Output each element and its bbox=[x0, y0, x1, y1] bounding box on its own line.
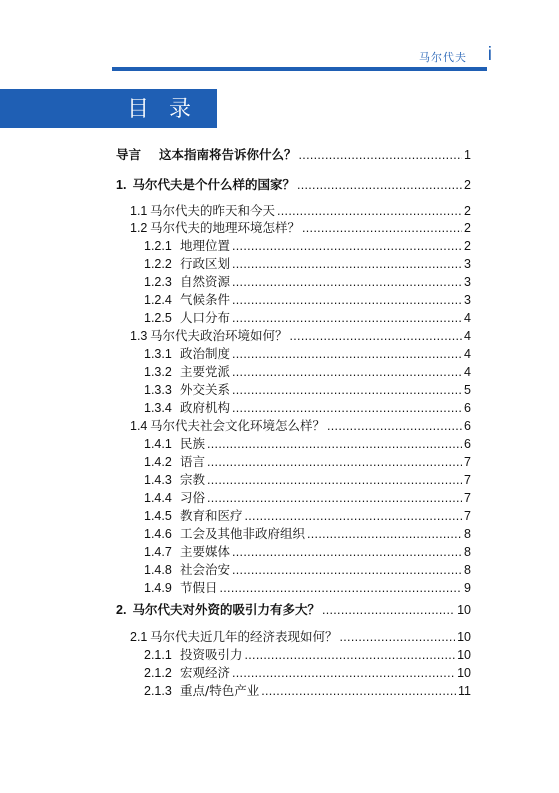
toc-entry-number: 1.4.5 bbox=[144, 509, 172, 523]
toc-leader-dots bbox=[232, 347, 462, 361]
toc-entry-page: 11 bbox=[458, 684, 471, 698]
toc-entry-page: 8 bbox=[464, 563, 471, 577]
toc-entry[interactable] bbox=[130, 201, 471, 219]
toc-entry-page: 7 bbox=[464, 509, 471, 523]
toc-entry[interactable] bbox=[130, 416, 471, 434]
toc-entry[interactable] bbox=[144, 380, 471, 398]
toc-leader-dots bbox=[322, 603, 455, 617]
toc-entry-number: 1.2.2 bbox=[144, 257, 172, 271]
toc-entry-label: 自然资源 bbox=[180, 274, 231, 289]
toc-entry-label: 气候条件 bbox=[180, 292, 231, 307]
toc-entry-number: 2.1 bbox=[130, 630, 148, 644]
toc-entry-label: 马尔代夫社会文化环境怎么样？ bbox=[150, 418, 326, 433]
toc-entry-label: 宏观经济 bbox=[180, 665, 231, 680]
toc-entry-page: 5 bbox=[464, 383, 471, 397]
toc-entry-page: 4 bbox=[464, 311, 471, 325]
toc-entry-number: 1.2.1 bbox=[144, 239, 172, 253]
page-title: 目录 bbox=[127, 97, 212, 122]
toc-entry[interactable] bbox=[130, 218, 471, 236]
running-head-title: 马尔代夫 bbox=[419, 51, 467, 64]
toc-entry[interactable] bbox=[144, 272, 471, 290]
toc-entry-page: 2 bbox=[464, 178, 471, 192]
toc-entry-label: 主要党派 bbox=[180, 364, 231, 379]
toc-entry-number: 1.4.9 bbox=[144, 581, 172, 595]
toc-entry-page: 2 bbox=[464, 221, 471, 235]
toc-entry-label: 社会治安 bbox=[180, 562, 231, 577]
toc-entry-label: 马尔代夫对外资的吸引力有多大？ bbox=[132, 602, 320, 617]
toc-leader-dots bbox=[232, 666, 455, 680]
toc-entry[interactable] bbox=[144, 398, 471, 416]
toc-entry[interactable] bbox=[144, 645, 471, 663]
toc-entry[interactable] bbox=[144, 506, 471, 524]
toc-leader-dots bbox=[232, 383, 462, 397]
toc-entry-label: 马尔代夫是个什么样的国家？ bbox=[132, 177, 295, 192]
toc-leader-dots bbox=[232, 545, 462, 559]
toc-entry[interactable] bbox=[144, 308, 471, 326]
toc-leader-dots bbox=[277, 204, 462, 218]
toc-entry-page: 4 bbox=[464, 347, 471, 361]
toc-entry-label: 政府机构 bbox=[180, 400, 231, 415]
toc-leader-dots bbox=[207, 491, 462, 505]
toc-entry-number: 2.1.3 bbox=[144, 684, 172, 698]
toc-entry-label: 马尔代夫的昨天和今天 bbox=[150, 203, 276, 218]
toc-entry-number: 1. bbox=[116, 178, 127, 192]
toc-entry-number: 1.4.8 bbox=[144, 563, 172, 577]
toc-entry-label: 重点/特色产业 bbox=[180, 683, 260, 698]
page-number: i bbox=[487, 44, 492, 65]
toc-entry-label: 马尔代夫政治环境如何？ bbox=[150, 328, 288, 343]
toc-entry[interactable] bbox=[144, 663, 471, 681]
toc-leader-dots bbox=[232, 257, 462, 271]
toc-entry-number: 1.3.3 bbox=[144, 383, 172, 397]
toc-entry[interactable] bbox=[116, 175, 471, 193]
toc-entry-page: 2 bbox=[464, 204, 471, 218]
toc-entry[interactable] bbox=[130, 627, 471, 645]
toc-entry-page: 7 bbox=[464, 473, 471, 487]
toc-entry[interactable] bbox=[144, 470, 471, 488]
toc-entry-label: 民族 bbox=[180, 436, 206, 451]
toc-leader-dots bbox=[232, 275, 462, 289]
toc-leader-dots bbox=[327, 419, 462, 433]
toc-leader-dots bbox=[232, 311, 462, 325]
toc-entry[interactable] bbox=[144, 542, 471, 560]
toc-leader-dots bbox=[232, 293, 462, 307]
toc-entry-page: 3 bbox=[464, 257, 471, 271]
toc-leader-dots bbox=[207, 473, 462, 487]
header-rule bbox=[112, 67, 487, 71]
toc-leader-dots bbox=[232, 239, 462, 253]
toc-entry-number: 2.1.2 bbox=[144, 666, 172, 680]
toc-entry-number: 1.3.4 bbox=[144, 401, 172, 415]
toc-entry[interactable] bbox=[130, 326, 471, 344]
toc-leader-dots bbox=[207, 437, 462, 451]
toc-entry[interactable] bbox=[144, 524, 471, 542]
toc-entry-page: 1 bbox=[464, 148, 471, 162]
toc-entry-number: 1.4.6 bbox=[144, 527, 172, 541]
toc-entry-page: 8 bbox=[464, 545, 471, 559]
toc-entry-label: 人口分布 bbox=[180, 310, 231, 325]
toc-entry-number: 1.3.1 bbox=[144, 347, 172, 361]
toc-entry-page: 7 bbox=[464, 455, 471, 469]
toc-leader-dots bbox=[302, 221, 462, 235]
toc-entry-page: 8 bbox=[464, 527, 471, 541]
toc-entry-label: 行政区划 bbox=[180, 256, 231, 271]
toc-entry-label: 教育和医疗 bbox=[180, 508, 243, 523]
toc-entry-label: 马尔代夫的地理环境怎样？ bbox=[150, 220, 301, 235]
toc-entry-label: 地理位置 bbox=[180, 238, 231, 253]
toc-entry[interactable] bbox=[144, 452, 471, 470]
toc-entry-label: 节假日 bbox=[180, 580, 218, 595]
toc-entry-page: 4 bbox=[464, 365, 471, 379]
toc-entry-number: 2.1.1 bbox=[144, 648, 172, 662]
toc-entry-number: 1.4 bbox=[130, 419, 148, 433]
toc-entry-page: 10 bbox=[457, 666, 471, 680]
toc-entry-number: 1.2.4 bbox=[144, 293, 172, 307]
toc-entry-number: 1.2.5 bbox=[144, 311, 172, 325]
toc-entry-number: 1.1 bbox=[130, 204, 148, 218]
toc-entry-page: 3 bbox=[464, 293, 471, 307]
toc-entry-number: 1.4.2 bbox=[144, 455, 172, 469]
toc-leader-dots bbox=[232, 365, 462, 379]
toc-entry-number: 2. bbox=[116, 603, 127, 617]
toc-entry-page: 9 bbox=[464, 581, 471, 595]
toc-entry[interactable] bbox=[116, 600, 471, 618]
toc-entry-label: 宗教 bbox=[180, 472, 206, 487]
toc-entry-label: 政治制度 bbox=[180, 346, 231, 361]
toc-entry-number: 1.3.2 bbox=[144, 365, 172, 379]
toc-entry-page: 3 bbox=[464, 275, 471, 289]
toc-entry-label: 投资吸引力 bbox=[180, 647, 243, 662]
toc-entry[interactable] bbox=[144, 560, 471, 578]
toc-entry-number: 1.2.3 bbox=[144, 275, 172, 289]
toc-entry-label: 马尔代夫近几年的经济表现如何？ bbox=[150, 629, 338, 644]
toc-entry-label: 习俗 bbox=[180, 490, 206, 505]
toc-leader-dots bbox=[299, 148, 463, 162]
toc-entry-page: 2 bbox=[464, 239, 471, 253]
toc-entry-label: 外交关系 bbox=[180, 382, 231, 397]
toc-entry-page: 10 bbox=[457, 648, 471, 662]
toc-leader-dots bbox=[340, 630, 456, 644]
toc-leader-dots bbox=[220, 581, 463, 595]
toc-entry-label: 语言 bbox=[180, 454, 206, 469]
toc-entry-page: 6 bbox=[464, 437, 471, 451]
toc-entry-label: 主要媒体 bbox=[180, 544, 231, 559]
toc-leader-dots bbox=[297, 178, 462, 192]
toc-leader-dots bbox=[232, 401, 462, 415]
toc-entry-number: 1.2 bbox=[130, 221, 148, 235]
toc-entry[interactable] bbox=[116, 145, 471, 163]
toc-entry-page: 10 bbox=[457, 603, 471, 617]
toc-entry[interactable] bbox=[144, 434, 471, 452]
toc-entry-page: 7 bbox=[464, 491, 471, 505]
toc-leader-dots bbox=[245, 509, 463, 523]
toc-entry-number: 1.4.4 bbox=[144, 491, 172, 505]
toc-entry-page: 4 bbox=[464, 329, 471, 343]
toc-entry-label: 这本指南将告诉你什么？ bbox=[159, 147, 297, 162]
toc-entry[interactable] bbox=[144, 488, 471, 506]
toc-entry[interactable] bbox=[144, 578, 471, 596]
toc-entry[interactable] bbox=[144, 681, 471, 699]
toc-entry[interactable] bbox=[144, 236, 471, 254]
toc-entry-label: 工会及其他非政府组织 bbox=[180, 526, 306, 541]
toc-entry[interactable] bbox=[144, 362, 471, 380]
toc-leader-dots bbox=[207, 455, 462, 469]
toc-entry-number: 1.3 bbox=[130, 329, 148, 343]
toc-leader-dots bbox=[261, 684, 456, 698]
toc-entry-page: 6 bbox=[464, 419, 471, 433]
toc-entry[interactable] bbox=[144, 344, 471, 362]
toc-entry-number: 1.4.3 bbox=[144, 473, 172, 487]
toc-entry-page: 6 bbox=[464, 401, 471, 415]
toc-entry[interactable] bbox=[144, 290, 471, 308]
toc-leader-dots bbox=[307, 527, 462, 541]
toc-entry-number: 1.4.7 bbox=[144, 545, 172, 559]
toc-leader-dots bbox=[245, 648, 456, 662]
toc-leader-dots bbox=[232, 563, 462, 577]
toc-leader-dots bbox=[290, 329, 463, 343]
toc-entry[interactable] bbox=[144, 254, 471, 272]
toc-entry-number: 导言 bbox=[116, 148, 142, 162]
toc-entry-number: 1.4.1 bbox=[144, 437, 172, 451]
toc-entry-page: 10 bbox=[457, 630, 471, 644]
